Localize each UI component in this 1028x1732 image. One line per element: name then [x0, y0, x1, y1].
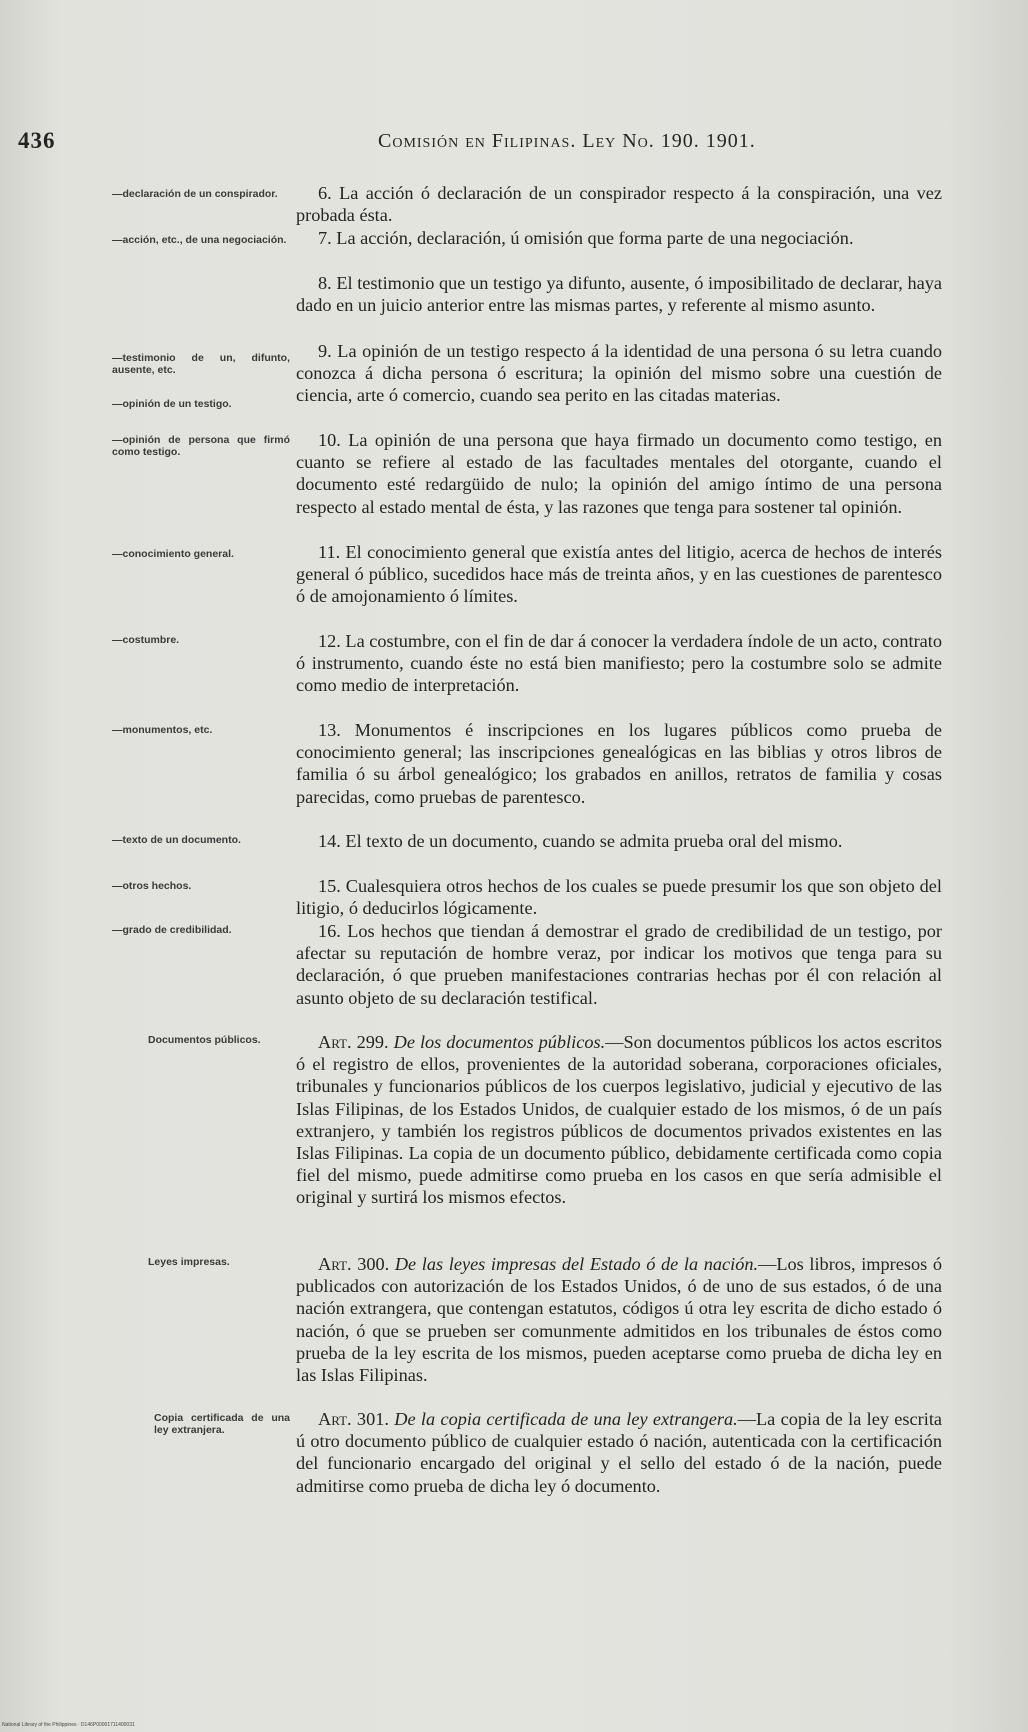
paragraph-8: 8. El testimonio que un testigo ya difunto, ausente, ó imposibilitado de declarar, haya dado en un juicio anterior entre las mismas partes, y referente al mismo asunto. — [296, 273, 942, 316]
article-299-label: Art. 299. — [318, 1032, 389, 1052]
article-301-text: —La copia de la ley escrita ú otro documento público de cualquier estado ó nación, autenticada con la certificación del funcionario encargado del original y el sello del estado ó de la nación, puede admitirse como prueba de dicha ley ó documento. — [296, 1409, 943, 1496]
margin-note-texto: —texto de un documento. — [112, 834, 241, 846]
article-300-label: Art. 300. — [318, 1254, 390, 1274]
article-301-title: De la copia certificada de una ley extrangera. — [394, 1409, 738, 1429]
margin-note-copia-certificada: Copia certificada de una ley extranjera. — [154, 1412, 290, 1436]
article-301 — [296, 1408, 942, 1497]
article-300 — [296, 1253, 942, 1386]
page-header — [18, 128, 848, 158]
margin-note-costumbre: —costumbre. — [112, 634, 180, 646]
paragraph-6: 6. La acción ó declaración de un conspirador respecto á la conspiración, una vez probada ésta. — [296, 183, 942, 226]
margin-note-opinion-testigo: —opinión de un testigo. — [112, 398, 232, 410]
paragraph-10: 10. La opinión de una persona que haya firmado un documento como testigo, en cuanto se refiere al estado de las facultades mentales del otorgante, cuando el documento esté redargüido de nulo; la opinión del amigo íntimo de una persona respecto al estado mental de ésta, y las razones que tenga para sostener tal opinión. — [296, 430, 942, 517]
paragraph-7: 7. La acción, declaración, ú omisión que forma parte de una negociación. — [318, 228, 854, 248]
margin-note-leyes-impresas: Leyes impresas. — [148, 1256, 230, 1268]
margin-note-documentos-publicos: Documentos públicos. — [148, 1034, 261, 1046]
margin-note-conocimiento: —conocimiento general. — [112, 548, 234, 560]
paragraph-14: 14. El texto de un documento, cuando se admita prueba oral del mismo. — [318, 831, 843, 851]
margin-note-opinion-persona: —opinión de persona que firmó como testigo. — [112, 434, 290, 458]
article-299-title: De los documentos públicos. — [393, 1032, 606, 1052]
margin-note-otros-hechos: —otros hechos. — [112, 880, 192, 892]
margin-note-testimonio: —testimonio de un, difunto, ausente, etc. — [112, 352, 290, 376]
article-299 — [296, 1031, 942, 1209]
paragraph-16: 16. Los hechos que tiendan á demostrar el grado de credibilidad de un testigo, por afectar su reputación de hombre veraz, por indicar los motivos que tenga para su declaración, ó que prueben manifestaciones contrarias hechas por él con relación al asunto objeto de su declaración testifical. — [296, 921, 942, 1008]
margin-note-declaracion: —declaración de un conspirador. — [112, 188, 278, 200]
margin-note-credibilidad: —grado de credibilidad. — [112, 924, 232, 936]
article-301-label: Art. 301. — [318, 1409, 389, 1429]
article-300-text: —Los libros, impresos ó publicados con autorización de los Estados Unidos, ó de uno de sus estados, ó de una nación extrangera, que contengan estatutos, códigos ú otra ley escrita de dicho estado ó nación, ó que se prueben ser comunmente admitidos en los tribunales de éstos como prueba de la ley escrita de los mismos, pueden aceptarse como prueba de dicha ley en las Islas Filipinas. — [296, 1254, 943, 1386]
margin-note-accion: —acción, etc., de una negociación. — [112, 234, 287, 246]
scan-footer: National Library of the Philippines · D146P00001711400031 — [2, 1722, 135, 1728]
paragraph-12: 12. La costumbre, con el fin de dar á conocer la verdadera índole de un acto, contrato ó instrumento, cuando éste no está bien manifiesto; pero la costumbre solo se admite como medio de interpretación. — [296, 631, 942, 696]
margin-note-monumentos: —monumentos, etc. — [112, 724, 213, 736]
paragraph-13: 13. Monumentos é inscripciones en los lugares públicos como prueba de conocimiento general; las inscripciones genealógicas en las biblias y otros libros de familia ó su árbol genealógico; los grabados en anillos, retratos de familia y cosas parecidas, como pruebas de parentesco. — [296, 720, 942, 807]
paragraph-9: 9. La opinión de un testigo respecto á la identidad de una persona ó su letra cuando conozca á dicha persona ó escritura; la opinión del mismo sobre una cuestión de ciencia, arte ó comercio, cuando sea perito en las citadas materias. — [296, 341, 942, 406]
article-300-title: De las leyes impresas del Estado ó de la nación. — [394, 1254, 759, 1274]
article-299-text: —Son documentos públicos los actos escritos ó el registro de ellos, provenientes de la autoridad soberana, corporaciones oficiales, tribunales y funcionarios públicos de los cuerpos legislativo, judicial y ejecutivo de las Islas Filipinas, de los Estados Unidos, de cualquier estado de los mismos, ó de un país extranjero, y también los registros públicos de documentos privados existentes en las Islas Filipinas. La copia de un documento público, debidamente certificada como copia fiel del mismo, puede admitirse como prueba en los casos en que sería admisible el original y surtirá los mismos efectos. — [296, 1032, 942, 1208]
page-number: 436 — [18, 128, 56, 153]
running-title: Comisión en Filipinas. Ley No. 190. 1901. — [378, 130, 756, 152]
paragraph-15: 15. Cualesquiera otros hechos de los cuales se puede presumir los que son objeto del litigio, ó deducirlos lógicamente. — [296, 876, 942, 919]
paragraph-11: 11. El conocimiento general que existía antes del litigio, acerca de hechos de interés general ó público, sucedidos hace más de treinta años, y en las cuestiones de parentesco ó de amojonamiento ó límites. — [296, 542, 942, 607]
